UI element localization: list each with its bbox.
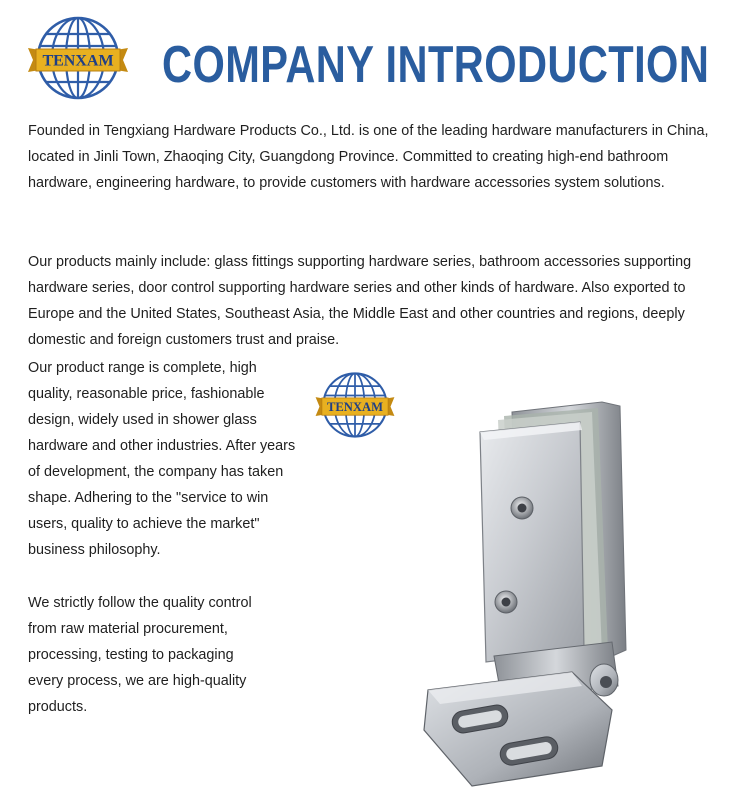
intro-paragraph-4: We strictly follow the quality control from raw material procurement, processing, testing to packaging every process, we are high-quality products. xyxy=(28,595,252,715)
intro-paragraph-1: Founded in Tengxiang Hardware Products Co., Ltd. is one of the leading hardware manufacturers in China, located in Jinli Town, Zhaoqing City, Guangdong Province. Committed to creating high-end bathroom hardware, engineering hardware, to provide customers with hardware accessories system solutions. xyxy=(28,123,709,191)
tenxam-logo-small-icon xyxy=(314,370,396,440)
intro-paragraph-3: Our product range is complete, high quality, reasonable price, fashionable design, widely used in shower glass hardware and other industries. After years of development, the company has taken shape. Adhering to the "service to win users, quality to achieve the market" business philosophy. xyxy=(28,360,296,558)
glass-clamp-product-image xyxy=(412,390,648,790)
logo-small-text: TENXAM xyxy=(326,399,384,414)
page-header xyxy=(0,0,750,110)
intro-paragraph-2: Our products mainly include: glass fittings supporting hardware series, bathroom accessories supporting hardware series, door control supporting hardware series and other kinds of hardware. Also exported to Europe and the United States, Southeast Asia, the Middle East and other countries and regions, deeply domestic and foreign customers trust and praise. xyxy=(28,254,692,348)
tenxam-logo-icon xyxy=(26,14,130,102)
page-title: COMPANY INTRODUCTION xyxy=(162,36,710,94)
logo-text: TENXAM xyxy=(42,52,114,70)
